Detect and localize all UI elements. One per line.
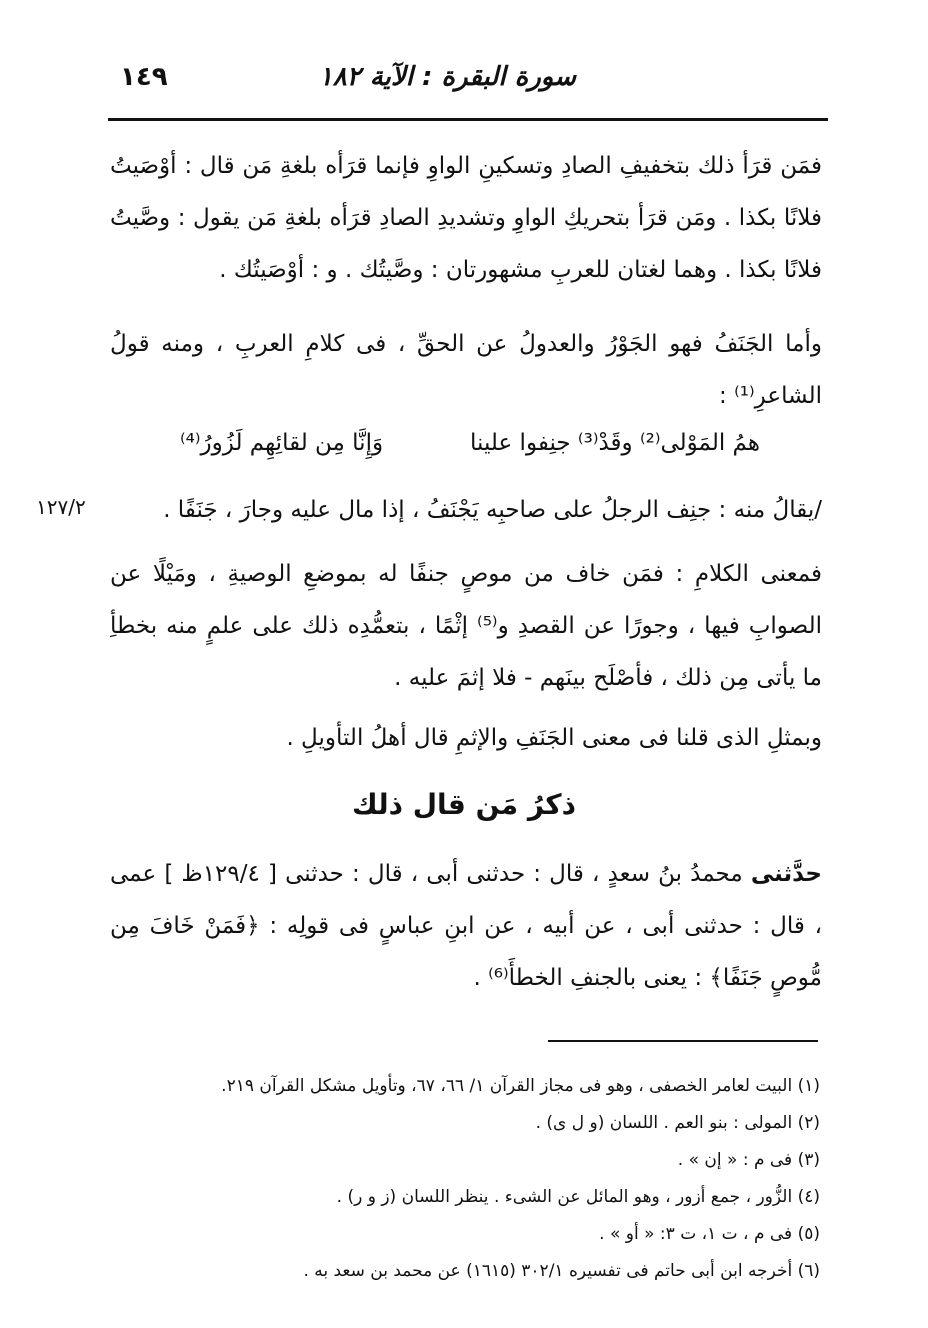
verse-first-hemistich: همُ المَوْلى⁽²⁾ وقَدْ⁽³⁾ جنِفوا علينا	[470, 430, 760, 456]
paragraph-6	[110, 848, 822, 1004]
paragraph-6-text	[110, 848, 822, 1004]
paragraph-3	[110, 484, 822, 536]
footnote-1: (١) البيت لعامر الخصفى ، وهو فى مجاز القرآن ١/ ٦٦، ٦٧، وتأويل مشكل القرآن ٢١٩.	[221, 1076, 820, 1096]
margin-reference: ١٢٧/٢	[36, 495, 86, 519]
footnote-3: (٣) فى م : « إن » .	[677, 1150, 820, 1170]
poetry-verse	[180, 430, 760, 456]
footnotes	[170, 1068, 820, 1290]
paragraph-4	[110, 548, 822, 704]
paragraph-1-text: فمَن قرَأ ذلك بتخفيفِ الصادِ وتسكينِ الواوِ فإنما قرَأه بلغةِ مَن قال : أوْصَيتُ فلانًا بكذا . ومَن قرَأ بتحريكِ الواوِ وتشديدِ الصادِ قرَأه بلغةِ مَن يقول : وصَّيتُ فلانًا بكذا . وهما لغتان للعربِ مشهورتان : وصَّيتُك . و : أوْصَيتُك .	[110, 153, 822, 283]
paragraph-4-text: فمعنى الكلامِ : فمَن خاف من موصٍ جنفًا له بموضعِ الوصيةِ ، ومَيْلًا عن الصوابِ فيها ، وجورًا عن القصدِ و⁽⁵⁾ إثْمًا ، بتعمُّدِه ذلك على علمٍ منه بخطأِ ما يأتى مِن ذلك ، فأصْلَح بينَهم - فلا إثمَ عليه .	[110, 561, 823, 691]
paragraph-3-text: /يقالُ منه : جنِف الرجلُ على صاحبِه يَجْنَفُ ، إذا مال عليه وجارَ ، جَنَفًا .	[163, 497, 822, 523]
header-divider	[108, 118, 828, 121]
paragraph-1	[110, 140, 822, 296]
footnote-2: (٢) المولى : بنو العم . اللسان (و ل ى) .	[535, 1113, 820, 1133]
paragraph-5	[110, 712, 822, 764]
hadith-lead-word: حدَّثنى	[750, 861, 822, 887]
footnote-6: (٦) أخرجه ابن أبى حاتم فى تفسيره ٣٠٢/١ (١٦١٥) عن محمد بن سعد به .	[303, 1261, 820, 1281]
footnote-divider	[548, 1040, 818, 1042]
hadith-chain-text: محمدُ بنُ سعدٍ ، قال : حدثنى أبى ، قال : حدثنى [ ١٢٩/٤ظ ] عمى ، قال : حدثنى أبى ، عن أبيه ، عن ابنِ عباسٍ فى قولِه : ﴿فَمَنْ خَافَ مِن مُّوصٍ جَنَفًا﴾ : يعنى بالجنفِ الخطأَ⁽⁶⁾ .	[110, 861, 822, 991]
footnote-5: (٥) فى م ، ت ١، ت ٣: « أو » .	[599, 1224, 820, 1244]
paragraph-5-text: وبمثلِ الذى قلنا فى معنى الجَنَفِ والإثمِ قال أهلُ التأويلِ .	[286, 725, 822, 751]
paragraph-2-text: وأما الجَنَفُ فهو الجَوْرُ والعدولُ عن الحقِّ ، فى كلامِ العربِ ، ومنه قولُ الشاعرِ⁽¹⁾ :	[110, 331, 822, 409]
verse-second-hemistich: وَإِنَّا مِن لقائِهِم لَزُورُ⁽⁴⁾	[180, 430, 384, 456]
running-header-title: سورة البقرة : الآية ١٨٢	[318, 62, 576, 92]
section-heading: ذكرُ مَن قال ذلك	[352, 788, 576, 821]
footnote-4: (٤) الزُّور ، جمع أزور ، وهو المائل عن الشىء . ينظر اللسان (ز و ر) .	[336, 1187, 820, 1207]
page-number: ١٤٩	[120, 62, 168, 92]
paragraph-2	[110, 318, 822, 422]
